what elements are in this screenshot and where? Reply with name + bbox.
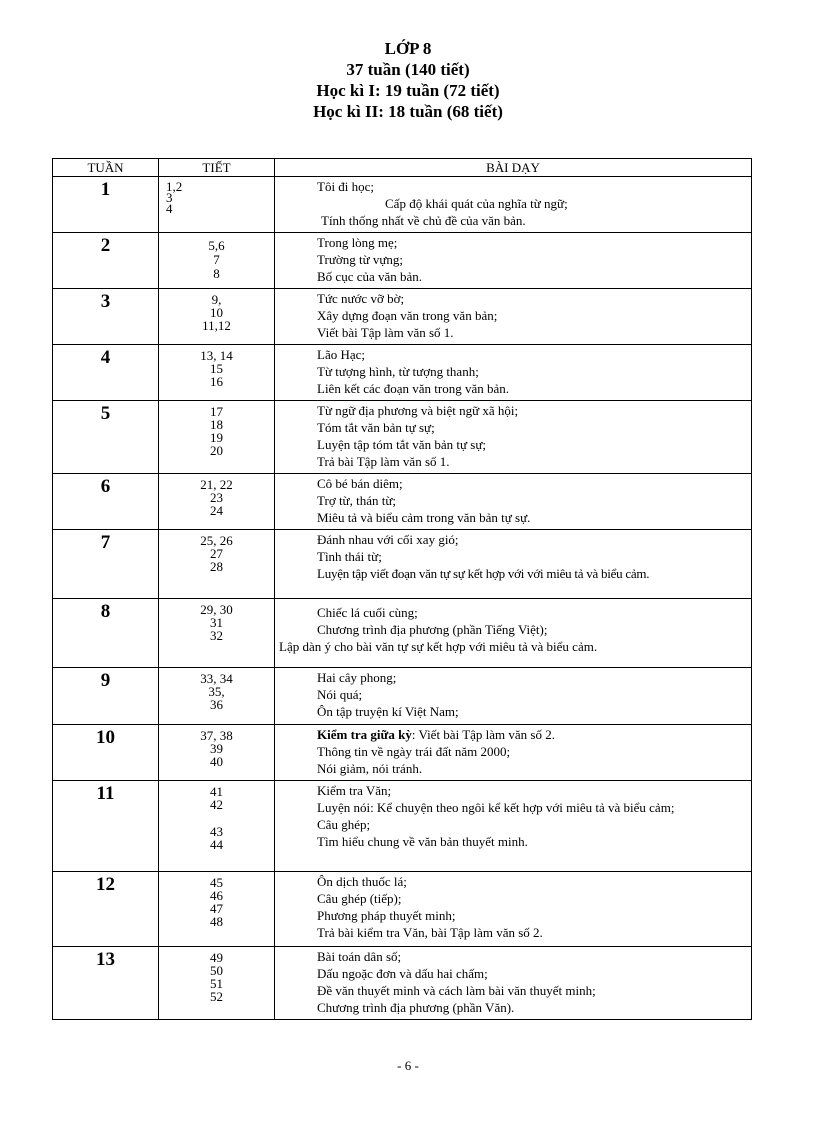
lesson-topic: Luyện tập tóm tắt văn bản tự sự; (317, 437, 486, 452)
lesson-topic: Trong lòng mẹ; (317, 235, 398, 250)
lesson-topic: Viết bài Tập làm văn số 1. (317, 325, 454, 340)
lesson-numbers (159, 177, 275, 233)
table-row (53, 233, 752, 289)
lesson-topic: Chương trình địa phương (phần Tiếng Việt); (317, 622, 548, 637)
total-weeks: 37 tuần (140 tiết) (346, 60, 470, 79)
class-title: LỚP 8 (384, 39, 432, 58)
table-row (53, 474, 752, 530)
table-row (53, 872, 752, 947)
lesson-topic: Kiểm tra Văn; (317, 783, 392, 798)
lesson-topics (275, 177, 752, 233)
lesson-number: 15 (210, 361, 223, 376)
lesson-number: 13, 14 (200, 348, 233, 363)
lesson-number: 40 (210, 754, 223, 769)
lesson-topic: Bố cục của văn bản. (317, 269, 423, 284)
lesson-number: 16 (210, 374, 223, 389)
lesson-number: 7 (213, 252, 220, 267)
lesson-topic: Câu ghép; (317, 817, 371, 832)
lesson-number: 4 (166, 201, 173, 216)
week-number: 1 (53, 177, 159, 233)
lesson-topic: Cô bé bán diêm; (317, 476, 403, 491)
lesson-number: 33, 34 (200, 671, 233, 686)
lesson-topic: Ôn tập truyện kí Việt Nam; (317, 704, 459, 719)
week-number: 13 (53, 947, 159, 1020)
lesson-topic: Xây dựng đoạn văn trong văn bản; (317, 308, 498, 323)
lesson-numbers (159, 289, 275, 345)
midterm-detail: : Viết bài Tập làm văn số 2. (411, 727, 555, 742)
week-number: 10 (53, 725, 159, 781)
lesson-number: 10 (210, 305, 223, 320)
lesson-numbers (159, 401, 275, 474)
lesson-topic: Liên kết các đoạn văn trong văn bản. (317, 381, 510, 396)
lesson-number: 25, 26 (200, 533, 233, 548)
table-row (53, 725, 752, 781)
lesson-topic: Trả bài Tập làm văn số 1. (317, 454, 450, 469)
lesson-number: 44 (210, 837, 223, 852)
lesson-numbers (159, 872, 275, 947)
lesson-topic: Từ tượng hình, từ tượng thanh; (317, 364, 479, 379)
lesson-numbers (159, 474, 275, 530)
table-row (53, 668, 752, 725)
lesson-number: 29, 30 (200, 602, 233, 617)
col-header-bai: BÀI DẠY (275, 159, 752, 177)
lesson-number: 36 (210, 697, 223, 712)
lesson-number: 31 (210, 615, 223, 630)
lesson-number: 24 (210, 503, 223, 518)
lesson-topics (275, 474, 752, 530)
lesson-number: 21, 22 (200, 477, 233, 492)
week-number: 8 (53, 599, 159, 668)
lesson-topic: Cấp độ khái quát của nghĩa từ ngữ; (385, 196, 568, 211)
lesson-topic: Tóm tắt văn bản tự sự; (317, 420, 435, 435)
lesson-numbers (159, 599, 275, 668)
lesson-topic: Câu ghép (tiếp); (317, 891, 402, 906)
lesson-number: 8 (213, 266, 220, 281)
table-header-row (53, 159, 752, 177)
midterm-label: Kiểm tra giữa kỳ (317, 727, 412, 742)
lesson-numbers (159, 233, 275, 289)
lesson-topic: Luyện tập viết đoạn văn tự sự kết hợp với với miêu tả và biểu cảm. (317, 566, 650, 581)
lesson-topic: Từ ngữ địa phương và biệt ngữ xã hội; (317, 403, 519, 418)
table-row (53, 781, 752, 872)
lesson-number: 41 (210, 784, 223, 799)
curriculum-table (52, 158, 752, 1020)
lesson-number: 18 (210, 417, 223, 432)
lesson-number: 9, (211, 292, 222, 307)
table-row (53, 345, 752, 401)
week-number: 6 (53, 474, 159, 530)
lesson-topic: Bài toán dân số; (317, 949, 402, 964)
lesson-number: 46 (210, 888, 223, 903)
lesson-topic: Đề văn thuyết minh và cách làm bài văn thuyết minh; (317, 983, 596, 998)
lesson-topic (275, 726, 751, 743)
lesson-number: 51 (210, 976, 223, 991)
table-row (53, 177, 752, 233)
week-number: 4 (53, 345, 159, 401)
lesson-numbers (159, 781, 275, 872)
lesson-topic: Chiếc lá cuối cùng; (317, 605, 418, 620)
lesson-number: 37, 38 (200, 728, 233, 743)
lesson-topic: Nói giảm, nói tránh. (317, 761, 423, 776)
lesson-number: 42 (210, 797, 223, 812)
lesson-topic: Miêu tả và biểu cảm trong văn bản tự sự. (317, 510, 531, 525)
lesson-topic: Thông tin về ngày trái đất năm 2000; (317, 744, 511, 759)
lesson-topics (275, 947, 752, 1020)
lesson-number: 19 (210, 430, 223, 445)
lesson-number: 17 (210, 404, 223, 419)
lesson-topics (275, 530, 752, 599)
lesson-topic: Hai cây phong; (317, 670, 397, 685)
lesson-number: 32 (210, 628, 223, 643)
lesson-numbers (159, 947, 275, 1020)
week-number: 12 (53, 872, 159, 947)
lesson-topic: Tìm hiểu chung về văn bản thuyết minh. (317, 834, 528, 849)
lesson-number: 23 (210, 490, 223, 505)
lesson-topics (275, 233, 752, 289)
table-row (53, 530, 752, 599)
lesson-numbers (159, 668, 275, 725)
lesson-topic: Ôn dịch thuốc lá; (317, 874, 407, 889)
semester-1: Học kì I: 19 tuần (72 tiết) (316, 81, 500, 100)
table-row (53, 401, 752, 474)
page-number: - 6 - (397, 1058, 419, 1073)
lesson-topics (275, 401, 752, 474)
lesson-topic: Tình thái từ; (317, 549, 382, 564)
week-number: 7 (53, 530, 159, 599)
lesson-topics (275, 781, 752, 872)
lesson-topics (275, 725, 752, 781)
week-number: 9 (53, 668, 159, 725)
lesson-topics (275, 872, 752, 947)
lesson-numbers (159, 345, 275, 401)
week-number: 3 (53, 289, 159, 345)
lesson-topic: Trả bài kiểm tra Văn, bài Tập làm văn số 2. (317, 925, 543, 940)
lesson-number: 43 (210, 824, 223, 839)
lesson-topic: Lập dàn ý cho bài văn tự sự kết hợp với miêu tả và biểu cảm. (279, 639, 598, 654)
lesson-numbers (159, 530, 275, 599)
lesson-topic: Nói quá; (317, 687, 363, 702)
semester-2: Học kì II: 18 tuần (68 tiết) (313, 102, 503, 121)
lesson-topic: Tức nước vỡ bờ; (317, 291, 405, 306)
table-row (53, 599, 752, 668)
lesson-number: 28 (210, 559, 223, 574)
lesson-topic: Đánh nhau với cối xay gió; (317, 532, 459, 547)
lesson-topic: Trường từ vựng; (317, 252, 404, 267)
lesson-number: 48 (210, 914, 223, 929)
lesson-number: 47 (210, 901, 223, 916)
lesson-number: 3 (166, 190, 173, 205)
lesson-number: 27 (210, 546, 223, 561)
page-header (0, 38, 816, 122)
lesson-number: 5,6 (208, 238, 225, 253)
lesson-number: 50 (210, 963, 223, 978)
lesson-number: 45 (210, 875, 223, 890)
lesson-number: 52 (210, 989, 223, 1004)
lesson-topic: Phương pháp thuyết minh; (317, 908, 456, 923)
week-number: 11 (53, 781, 159, 872)
lesson-topics (275, 668, 752, 725)
table-row (53, 947, 752, 1020)
lesson-topic: Luyện nói: Kể chuyện theo ngôi kể kết hợp với miêu tả và biểu cảm; (317, 800, 675, 815)
week-number: 2 (53, 233, 159, 289)
week-number: 5 (53, 401, 159, 474)
lesson-topic: Lão Hạc; (317, 347, 366, 362)
lesson-topic: Trợ từ, thán từ; (317, 493, 396, 508)
lesson-topics (275, 289, 752, 345)
lesson-number: 20 (210, 443, 223, 458)
lesson-topic: Chương trình địa phương (phần Văn). (317, 1000, 515, 1015)
lesson-number: 1,2 (166, 179, 183, 194)
lesson-topic: Tôi đi học; (317, 179, 375, 194)
lesson-number: 49 (210, 950, 223, 965)
lesson-numbers (159, 725, 275, 781)
lesson-topics (275, 345, 752, 401)
lesson-topic: Tính thống nhất về chủ đề của văn bản. (321, 213, 526, 228)
col-header-tiet: TIẾT (159, 159, 275, 177)
table-row (53, 289, 752, 345)
lesson-topic: Dấu ngoặc đơn và dấu hai chấm; (317, 966, 488, 981)
lesson-number: 35, (208, 684, 225, 699)
lesson-topics (275, 599, 752, 668)
col-header-tuan: TUẦN (53, 159, 159, 177)
lesson-number: 11,12 (202, 318, 231, 333)
lesson-number: 39 (210, 741, 223, 756)
